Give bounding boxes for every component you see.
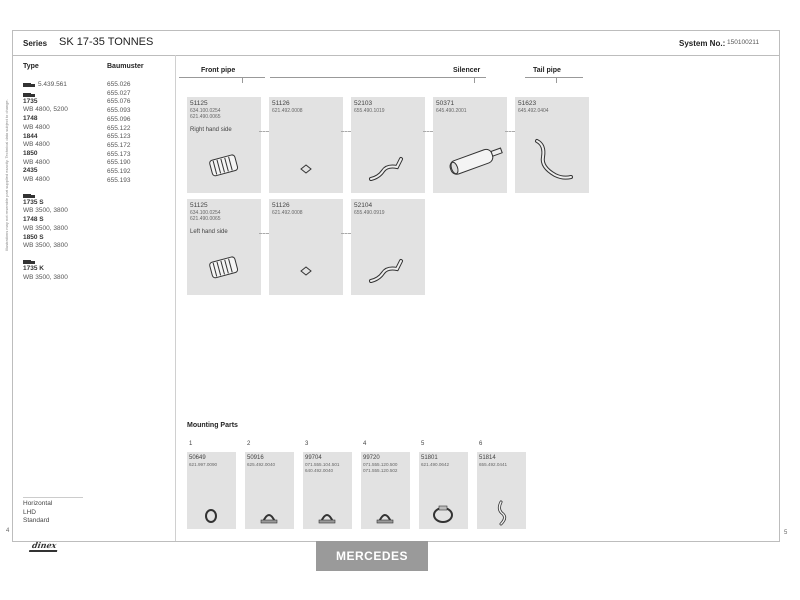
- connector-line: [259, 233, 269, 234]
- type-entry: WB 4800, 5200: [23, 106, 68, 114]
- part-number: 52103: [354, 100, 373, 107]
- part-card[interactable]: [187, 97, 261, 193]
- baumuster-entry: 655.192: [107, 168, 131, 176]
- side-note: Left hand side: [190, 229, 228, 235]
- oem-code: 621.490.0065: [190, 114, 221, 120]
- baumuster-entry: 655.193: [107, 176, 131, 184]
- disclaimer-note: Illustrations may not resemble part supplied exactly. Technical data subject to change.: [4, 99, 9, 251]
- mounting-part-card[interactable]: [303, 441, 352, 529]
- series-value: SK 17-35 TONNES: [59, 36, 154, 48]
- configuration-specs: [23, 497, 83, 526]
- tractor-icon: [23, 193, 35, 199]
- tipper-truck-icon: [23, 92, 35, 98]
- baumuster-column-header: Baumuster: [107, 63, 144, 70]
- system-number-value: 150100211: [727, 39, 760, 46]
- part-card[interactable]: [187, 199, 261, 295]
- oem-code: 640.492.0040: [305, 467, 334, 473]
- oem-code: 645.492.0404: [518, 108, 549, 114]
- silencer-title-line: [270, 77, 486, 78]
- connector-line: [341, 233, 351, 234]
- type-entry: 1850: [23, 149, 38, 157]
- dump-truck-icon: [23, 259, 35, 265]
- part-number: 51814: [479, 455, 496, 461]
- part-number: 51125: [190, 202, 208, 209]
- type-column-header: Type: [23, 63, 39, 70]
- oem-code: 621.490.0642: [421, 462, 450, 467]
- part-number: 51126: [272, 100, 290, 107]
- mounting-part-card[interactable]: [245, 441, 294, 529]
- mounting-part-card[interactable]: [187, 441, 236, 529]
- baumuster-entry: 655.027: [107, 89, 131, 97]
- oem-code: 621.492.0008: [272, 210, 303, 216]
- oem-code: 655.490.1019: [354, 108, 385, 114]
- baumuster-entry: 655.096: [107, 115, 131, 123]
- silencer-title-tick: [474, 77, 475, 83]
- oem-code: 655.490.0919: [354, 210, 385, 216]
- spec-entry: LHD: [23, 508, 37, 516]
- part-card[interactable]: [351, 199, 425, 295]
- part-card[interactable]: [269, 97, 343, 193]
- oem-code: 645.490.2001: [436, 108, 467, 114]
- baumuster-entry: 655.122: [107, 124, 131, 132]
- part-number: 50371: [436, 100, 455, 107]
- connector-line: [505, 131, 515, 132]
- page-marker-right: 5: [784, 530, 788, 536]
- mounting-index: 3: [305, 441, 309, 447]
- type-entry: WB 4800: [23, 158, 50, 166]
- type-entry: 2435: [23, 167, 38, 175]
- oem-code: 071.555.120.500: [363, 462, 398, 467]
- system-number-label: System No.:: [679, 39, 726, 48]
- front-pipe-title-tick: [242, 77, 243, 83]
- mounting-index: 2: [247, 441, 251, 447]
- type-entry: 1850 S: [23, 233, 44, 241]
- page-marker-left: 4: [6, 528, 10, 534]
- dinex-logo: dinex: [29, 540, 59, 552]
- baumuster-entry: 655.026: [107, 81, 131, 88]
- part-card[interactable]: [515, 97, 589, 193]
- oem-code: 634.100.0254: [190, 210, 221, 216]
- type-entry: 1735 K: [23, 264, 44, 272]
- baumuster-entry: 655.172: [107, 141, 131, 149]
- part-number: 51623: [518, 100, 537, 107]
- type-reference: 5.439.561: [38, 81, 67, 88]
- mounting-index: 4: [363, 441, 367, 447]
- oem-code: 071.555.120.502: [363, 467, 398, 473]
- series-label: Series: [23, 39, 48, 48]
- baumuster-entry: 655.173: [107, 150, 131, 158]
- type-entry: WB 4800: [23, 176, 50, 184]
- tail-pipe-title: Tail pipe: [533, 67, 561, 74]
- part-number: 99704: [305, 455, 322, 461]
- type-entry: WB 3500, 3800: [23, 207, 68, 215]
- mounting-index: 6: [479, 441, 483, 447]
- part-number: 51801: [421, 455, 438, 461]
- baumuster-list: [107, 81, 131, 185]
- front-pipe-title-line: [179, 77, 265, 78]
- type-reference-row: [23, 81, 103, 90]
- connector-line: [259, 131, 269, 132]
- mounting-part-card[interactable]: [419, 441, 468, 529]
- mounting-index: 5: [421, 441, 425, 447]
- connector-line: [341, 131, 351, 132]
- part-number: 51126: [272, 202, 290, 209]
- type-entry: WB 3500, 3800: [23, 242, 68, 250]
- baumuster-entry: 655.076: [107, 98, 131, 106]
- part-card[interactable]: [351, 97, 425, 193]
- type-list: [23, 81, 103, 282]
- type-entry: WB 4800: [23, 141, 50, 149]
- silencer-title: Silencer: [453, 67, 481, 74]
- type-entry: WB 4800: [23, 123, 50, 131]
- catalog-page: [4, 30, 780, 542]
- connector-line: [423, 131, 433, 132]
- baumuster-entry: 655.093: [107, 107, 131, 115]
- mounting-part-card[interactable]: [361, 441, 410, 529]
- mounting-part-card[interactable]: [477, 441, 526, 529]
- baumuster-entry: 655.190: [107, 159, 131, 167]
- spec-entry: Standard: [23, 517, 50, 524]
- oem-code: 625.492.0040: [247, 462, 276, 467]
- front-pipe-title: Front pipe: [201, 67, 236, 74]
- oem-code: 655.492.0441: [479, 462, 508, 467]
- type-entry: 1748: [23, 115, 38, 123]
- side-note: Right hand side: [190, 127, 232, 133]
- oem-code: 071.555.104.501: [305, 462, 340, 467]
- type-entry: WB 3500, 3800: [23, 273, 68, 281]
- part-number: 50649: [189, 455, 206, 461]
- header-divider: [13, 55, 779, 56]
- tail-pipe-title-line: [525, 77, 583, 78]
- part-card[interactable]: [269, 199, 343, 295]
- type-entry: 1748 S: [23, 216, 44, 224]
- part-number: 52104: [354, 202, 373, 209]
- oem-code: 621.490.0065: [190, 216, 221, 222]
- part-card[interactable]: [433, 97, 507, 193]
- mounting-index: 1: [189, 441, 193, 447]
- make-label: MERCEDES: [335, 549, 408, 563]
- make-banner: [316, 541, 428, 571]
- oem-code: 621.492.0008: [272, 108, 303, 114]
- tail-pipe-title-tick: [556, 77, 557, 83]
- type-entry: 1735: [23, 97, 38, 105]
- oem-code: 634.100.0254: [190, 108, 221, 114]
- type-entry: 1735 S: [23, 198, 44, 206]
- truck-icon: [23, 82, 35, 88]
- mounting-parts-title: Mounting Parts: [187, 422, 238, 429]
- column-divider: [175, 55, 176, 541]
- part-number: 50916: [247, 455, 264, 461]
- part-number: 99720: [363, 455, 380, 461]
- type-entry: WB 3500, 3800: [23, 224, 68, 232]
- type-entry: 1844: [23, 132, 38, 140]
- spec-entry: Horizontal: [23, 500, 53, 507]
- oem-code: 621.997.0090: [189, 462, 218, 467]
- part-number: 51125: [190, 100, 208, 107]
- baumuster-entry: 655.123: [107, 133, 131, 141]
